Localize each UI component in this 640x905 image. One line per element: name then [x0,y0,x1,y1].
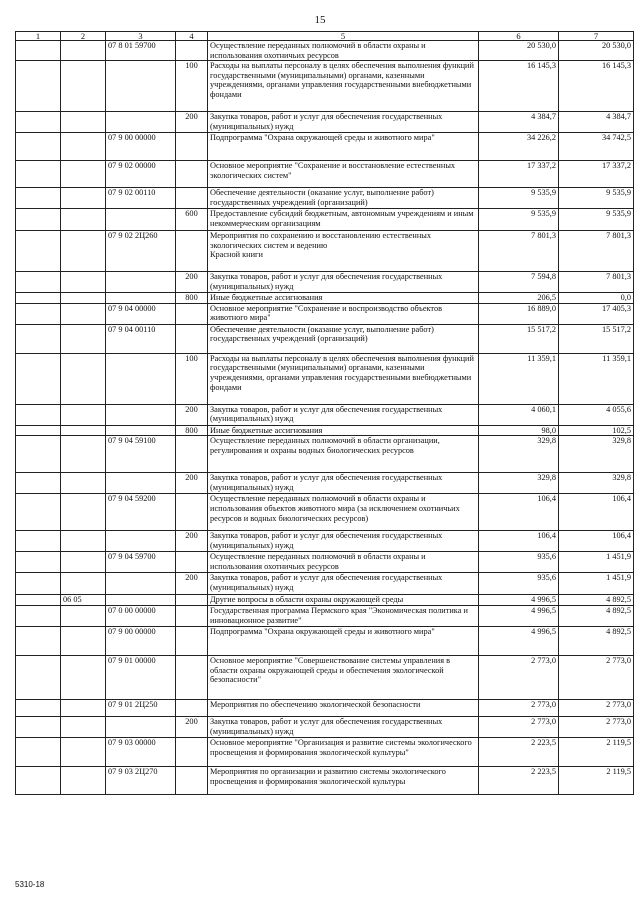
expense-type-cell [176,133,208,161]
amount-year2-cell: 20 530,0 [559,41,634,61]
blank-cell [16,404,61,425]
item-name-cell: Основное мероприятие "Организация и развитие системы экологического просвещения и формирования экологической культуры" [208,737,479,766]
target-article-cell: 07 9 02 00110 [106,188,176,209]
expense-type-cell [176,188,208,209]
table-row [16,303,634,324]
expense-type-cell [176,161,208,188]
blank-cell [16,188,61,209]
amount-year2-cell: 2 773,0 [559,716,634,737]
amount-year2-cell: 4 892,5 [559,626,634,655]
target-article-cell [106,425,176,436]
amount-year1-cell: 206,5 [479,293,559,304]
blank-cell [16,161,61,188]
amount-year1-cell: 9 535,9 [479,188,559,209]
item-name-cell: Закупка товаров, работ и услуг для обеспечения государственных (муниципальных) нужд [208,716,479,737]
section-code-cell [61,626,106,655]
blank-cell [16,605,61,626]
target-article-cell [106,112,176,133]
expense-type-cell: 200 [176,573,208,595]
section-code-cell [61,41,106,61]
table-row [16,699,634,716]
table-row [16,552,634,573]
blank-cell [16,436,61,473]
target-article-cell [106,61,176,112]
section-code-cell [61,716,106,737]
item-name-cell: Закупка товаров, работ и услуг для обеспечения государственных (муниципальных) нужд [208,112,479,133]
target-article-cell [106,473,176,494]
table-row [16,494,634,531]
header-cell: 2 [61,32,106,41]
table-row [16,436,634,473]
expense-type-cell [176,766,208,794]
table-row [16,425,634,436]
table-row [16,655,634,699]
expense-type-cell: 800 [176,293,208,304]
blank-cell [16,209,61,231]
amount-year1-cell: 98,0 [479,425,559,436]
section-code-cell [61,605,106,626]
amount-year2-cell: 102,5 [559,425,634,436]
item-name-cell: Расходы на выплаты персоналу в целях обеспечения выполнения функций государственными (муниципальными) органами, казенными учреждениями, органами управления государственными внебюджетными фондами [208,353,479,404]
target-article-cell: 07 0 00 00000 [106,605,176,626]
target-article-cell [106,293,176,304]
item-name-cell: Обеспечение деятельности (оказание услуг, выполнение работ) государственных учреждений (организаций) [208,324,479,353]
table-row [16,272,634,293]
expense-type-cell: 200 [176,716,208,737]
table-row [16,766,634,794]
target-article-cell [106,573,176,595]
section-code-cell [61,112,106,133]
blank-cell [16,655,61,699]
section-code-cell [61,272,106,293]
item-name-cell: Обеспечение деятельности (оказание услуг, выполнение работ) государственных учреждений (организаций) [208,188,479,209]
amount-year2-cell: 15 517,2 [559,324,634,353]
target-article-cell [106,272,176,293]
section-code-cell [61,61,106,112]
expense-type-cell [176,605,208,626]
amount-year1-cell: 4 996,5 [479,595,559,606]
amount-year2-cell: 11 359,1 [559,353,634,404]
target-article-cell: 07 8 01 59700 [106,41,176,61]
amount-year2-cell: 106,4 [559,531,634,552]
item-name-cell: Другие вопросы в области охраны окружающей среды [208,595,479,606]
target-article-cell [106,209,176,231]
blank-cell [16,425,61,436]
amount-year1-cell: 329,8 [479,436,559,473]
target-article-cell: 07 9 02 00000 [106,161,176,188]
blank-cell [16,133,61,161]
target-article-cell [106,716,176,737]
blank-cell [16,112,61,133]
blank-cell [16,573,61,595]
header-cell: 4 [176,32,208,41]
expense-type-cell [176,655,208,699]
target-article-cell [106,595,176,606]
header-cell: 1 [16,32,61,41]
target-article-cell: 07 9 01 00000 [106,655,176,699]
item-name-cell: Закупка товаров, работ и услуг для обеспечения государственных (муниципальных) нужд [208,573,479,595]
target-article-cell: 07 9 02 2Ц260 [106,231,176,272]
amount-year1-cell: 4 060,1 [479,404,559,425]
item-name-cell: Осуществление переданных полномочий в области охраны и использования охотничьих ресурсов [208,41,479,61]
amount-year1-cell: 2 773,0 [479,699,559,716]
table-row [16,626,634,655]
blank-cell [16,531,61,552]
blank-cell [16,626,61,655]
item-name-cell: Подпрограмма "Охрана окружающей среды и животного мира" [208,133,479,161]
section-code-cell [61,766,106,794]
expense-type-cell [176,436,208,473]
item-name-cell: Основное мероприятие "Сохранение и восстановление естественных экологических систем" [208,161,479,188]
section-code-cell [61,573,106,595]
table-row [16,473,634,494]
expense-type-cell: 200 [176,473,208,494]
section-code-cell [61,324,106,353]
target-article-cell: 07 9 00 00000 [106,626,176,655]
expense-type-cell: 600 [176,209,208,231]
amount-year2-cell: 17 337,2 [559,161,634,188]
blank-cell [16,473,61,494]
expense-type-cell: 800 [176,425,208,436]
table-row [16,61,634,112]
amount-year2-cell: 4 384,7 [559,112,634,133]
amount-year2-cell: 17 405,3 [559,303,634,324]
item-name-cell: Закупка товаров, работ и услуг для обеспечения государственных (муниципальных) нужд [208,404,479,425]
blank-cell [16,595,61,606]
expense-type-cell: 200 [176,531,208,552]
section-code-cell [61,655,106,699]
expense-type-cell [176,324,208,353]
item-name-cell: Осуществление переданных полномочий в области охраны и использования охотничьих ресурсов [208,552,479,573]
section-code-cell [61,473,106,494]
table-row [16,188,634,209]
blank-cell [16,324,61,353]
blank-cell [16,699,61,716]
amount-year2-cell: 4 892,5 [559,605,634,626]
item-name-cell: Закупка товаров, работ и услуг для обеспечения государственных (муниципальных) нужд [208,272,479,293]
amount-year1-cell: 11 359,1 [479,353,559,404]
table-row [16,324,634,353]
amount-year2-cell: 9 535,9 [559,188,634,209]
section-code-cell [61,161,106,188]
footer-code: 5310-18 [15,880,45,889]
amount-year2-cell: 329,8 [559,473,634,494]
amount-year2-cell: 2 119,5 [559,737,634,766]
expense-type-cell [176,595,208,606]
section-code-cell [61,188,106,209]
table-row [16,112,634,133]
section-code-cell [61,353,106,404]
amount-year1-cell: 106,4 [479,531,559,552]
amount-year2-cell: 16 145,3 [559,61,634,112]
table-row [16,531,634,552]
amount-year2-cell: 9 535,9 [559,209,634,231]
amount-year1-cell: 2 773,0 [479,655,559,699]
item-name-cell: Осуществление переданных полномочий в области организации, регулирования и охраны водных биологических ресурсов [208,436,479,473]
amount-year2-cell: 4 055,6 [559,404,634,425]
amount-year2-cell: 0,0 [559,293,634,304]
table-row [16,161,634,188]
expense-type-cell [176,626,208,655]
target-article-cell: 07 9 04 00110 [106,324,176,353]
item-name-cell: Мероприятия по организации и развитию системы экологического просвещения и формирования экологической культуры [208,766,479,794]
expense-type-cell: 100 [176,353,208,404]
expense-type-cell [176,494,208,531]
section-code-cell [61,531,106,552]
amount-year2-cell: 2 773,0 [559,655,634,699]
amount-year1-cell: 2 223,5 [479,737,559,766]
blank-cell [16,293,61,304]
amount-year1-cell: 106,4 [479,494,559,531]
amount-year1-cell: 16 889,0 [479,303,559,324]
amount-year2-cell: 106,4 [559,494,634,531]
blank-cell [16,494,61,531]
blank-cell [16,552,61,573]
expense-type-cell [176,231,208,272]
target-article-cell: 07 9 04 59700 [106,552,176,573]
amount-year1-cell: 935,6 [479,552,559,573]
blank-cell [16,353,61,404]
table-row [16,404,634,425]
section-code-cell [61,303,106,324]
amount-year1-cell: 935,6 [479,573,559,595]
table-row [16,231,634,272]
section-code-cell: 06 05 [61,595,106,606]
target-article-cell: 07 9 01 2Ц250 [106,699,176,716]
page-number: 15 [314,14,326,26]
header-row [16,32,634,41]
item-name-cell: Предоставление субсидий бюджетным, автономным учреждениям и иным некоммерческим организациям [208,209,479,231]
amount-year2-cell: 329,8 [559,436,634,473]
target-article-cell: 07 9 00 00000 [106,133,176,161]
blank-cell [16,716,61,737]
item-name-cell: Закупка товаров, работ и услуг для обеспечения государственных (муниципальных) нужд [208,531,479,552]
amount-year2-cell: 2 119,5 [559,766,634,794]
amount-year1-cell: 329,8 [479,473,559,494]
header-cell: 3 [106,32,176,41]
amount-year1-cell: 4 384,7 [479,112,559,133]
blank-cell [16,61,61,112]
amount-year2-cell: 1 451,9 [559,552,634,573]
item-name-cell: Иные бюджетные ассигнования [208,293,479,304]
target-article-cell [106,353,176,404]
table-row [16,716,634,737]
blank-cell [16,303,61,324]
amount-year1-cell: 4 996,5 [479,605,559,626]
amount-year1-cell: 7 801,3 [479,231,559,272]
amount-year1-cell: 34 226,2 [479,133,559,161]
blank-cell [16,231,61,272]
expense-type-cell: 200 [176,272,208,293]
item-name-cell: Закупка товаров, работ и услуг для обеспечения государственных (муниципальных) нужд [208,473,479,494]
expense-type-cell [176,303,208,324]
target-article-cell: 07 9 04 00000 [106,303,176,324]
target-article-cell: 07 9 04 59100 [106,436,176,473]
table-row [16,293,634,304]
header-cell: 5 [208,32,479,41]
blank-cell [16,737,61,766]
amount-year1-cell: 4 996,5 [479,626,559,655]
section-code-cell [61,293,106,304]
section-code-cell [61,425,106,436]
item-name-cell: Мероприятия по обеспечению экологической безопасности [208,699,479,716]
table-row [16,605,634,626]
item-name-cell: Подпрограмма "Охрана окружающей среды и животного мира" [208,626,479,655]
section-code-cell [61,494,106,531]
table-row [16,133,634,161]
amount-year1-cell: 9 535,9 [479,209,559,231]
target-article-cell: 07 9 04 59200 [106,494,176,531]
expense-type-cell: 100 [176,61,208,112]
amount-year1-cell: 20 530,0 [479,41,559,61]
item-name-cell: Иные бюджетные ассигнования [208,425,479,436]
amount-year2-cell: 4 892,5 [559,595,634,606]
table-row [16,737,634,766]
section-code-cell [61,231,106,272]
section-code-cell [61,699,106,716]
section-code-cell [61,209,106,231]
item-name-cell: Расходы на выплаты персоналу в целях обеспечения выполнения функций государственными (муниципальными) органами, казенными учреждениями, органами управления государственными внебюджетными фондами [208,61,479,112]
target-article-cell: 07 9 03 2Ц270 [106,766,176,794]
item-name-cell: Государственная программа Пермского края "Экономическая политика и инновационное развитие" [208,605,479,626]
amount-year2-cell: 7 801,3 [559,272,634,293]
section-code-cell [61,737,106,766]
item-name-cell: Основное мероприятие "Сохранение и воспроизводство объектов животного мира" [208,303,479,324]
expense-type-cell [176,41,208,61]
table-row [16,595,634,606]
blank-cell [16,41,61,61]
table-row [16,209,634,231]
amount-year1-cell: 15 517,2 [479,324,559,353]
item-name-cell: Осуществление переданных полномочий в области охраны и использования объектов животного мира (за исключением охотничьих ресурсов и водных биологических ресурсов) [208,494,479,531]
amount-year1-cell: 2 773,0 [479,716,559,737]
table-row [16,41,634,61]
amount-year2-cell: 7 801,3 [559,231,634,272]
amount-year1-cell: 17 337,2 [479,161,559,188]
amount-year2-cell: 1 451,9 [559,573,634,595]
amount-year1-cell: 2 223,5 [479,766,559,794]
blank-cell [16,272,61,293]
section-code-cell [61,404,106,425]
target-article-cell [106,404,176,425]
header-cell: 7 [559,32,634,41]
expense-type-cell: 200 [176,112,208,133]
expense-type-cell [176,699,208,716]
amount-year2-cell: 34 742,5 [559,133,634,161]
section-code-cell [61,552,106,573]
target-article-cell [106,531,176,552]
expense-type-cell [176,737,208,766]
section-code-cell [61,436,106,473]
amount-year1-cell: 7 594,8 [479,272,559,293]
section-code-cell [61,133,106,161]
blank-cell [16,766,61,794]
amount-year2-cell: 2 773,0 [559,699,634,716]
item-name-cell: Основное мероприятие "Совершенствование системы управления в области охраны окружающей среды и обеспечения экологической безопасности" [208,655,479,699]
expense-type-cell: 200 [176,404,208,425]
header-cell: 6 [479,32,559,41]
budget-table [15,31,634,795]
amount-year1-cell: 16 145,3 [479,61,559,112]
target-article-cell: 07 9 03 00000 [106,737,176,766]
table-row [16,573,634,595]
item-name-cell: Мероприятия по сохранению и восстановлению естественных экологических систем и ведению Красной книги [208,231,479,272]
table-row [16,353,634,404]
expense-type-cell [176,552,208,573]
table-body [16,32,634,795]
